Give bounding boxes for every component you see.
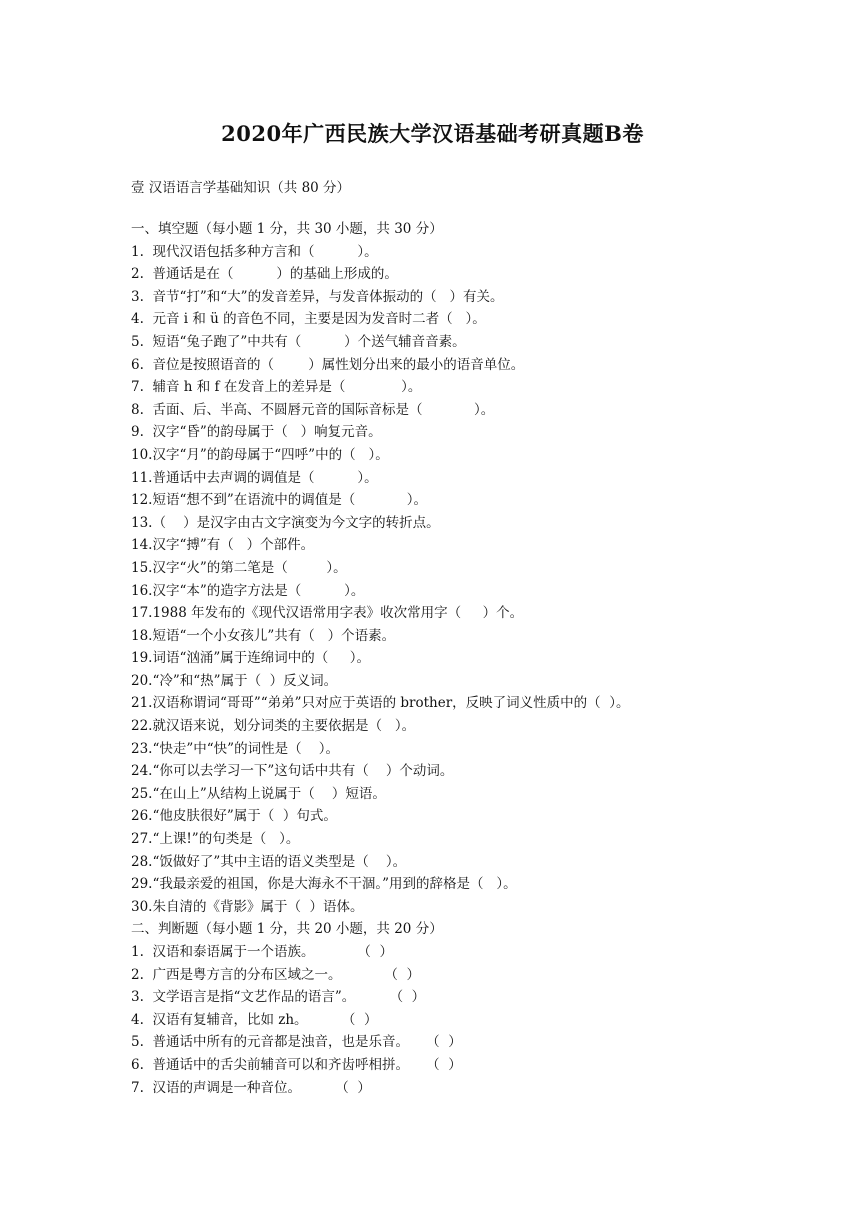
question-line: 8. 舌面、后、半高、不圆唇元音的国际音标是（ ）。 bbox=[131, 401, 495, 418]
question-list bbox=[131, 218, 831, 1099]
question-line: 29.“我最亲爱的祖国，你是大海永不干涸。”用到的辞格是（ ）。 bbox=[131, 876, 517, 893]
question-line: 3. 文学语言是指“文艺作品的语言”。 （ ） bbox=[131, 989, 426, 1006]
question-line: 16.汉字“本”的造字方法是（ ）。 bbox=[131, 582, 365, 599]
question-line: 13.（ ）是汉字由古文字演变为今文字的转折点。 bbox=[131, 514, 440, 531]
question-line: 21.汉语称谓词“哥哥”“弟弟”只对应于英语的 brother，反映了词义性质中的（ ）。 bbox=[131, 695, 630, 712]
question-line: 22.就汉语来说，划分词类的主要依据是（ ）。 bbox=[131, 718, 416, 735]
question-line: 26.“他皮肤很好”属于（ ）句式。 bbox=[131, 808, 337, 825]
document-title: 2020年广西民族大学汉语基础考研真题B卷 bbox=[221, 121, 644, 146]
question-line: 17.1988 年发布的《现代汉语常用字表》收次常用字（ ）个。 bbox=[131, 605, 524, 622]
question-line: 28.“饭做好了”其中主语的语义类型是（ ）。 bbox=[131, 853, 407, 870]
question-line: 3. 音节“打”和“大”的发音差异，与发音体振动的（ ）有关。 bbox=[131, 288, 504, 305]
question-line: 2. 广西是粤方言的分布区域之一。 （ ） bbox=[131, 966, 420, 983]
question-line: 20.“冷”和“热”属于（ ）反义词。 bbox=[131, 672, 338, 689]
question-line: 19.词语“汹涌”属于连绵词中的（ ）。 bbox=[131, 650, 370, 667]
question-line: 27.“上课!”的句类是（ ）。 bbox=[131, 831, 300, 848]
question-line: 5. 普通话中所有的元音都是浊音，也是乐音。 （ ） bbox=[131, 1034, 462, 1051]
question-line: 10.汉字“月”的韵母属于“四呼”中的（ ）。 bbox=[131, 446, 389, 463]
question-line: 9. 汉字“昏”的韵母属于（ ）响复元音。 bbox=[131, 424, 382, 441]
question-line: 11.普通话中去声调的调值是（ ）。 bbox=[131, 469, 378, 486]
true-false-heading: 二、判断题（每小题 1 分，共 20 小题，共 20 分） bbox=[131, 921, 443, 938]
fill-in-heading: 一、填空题（每小题 1 分，共 30 小题，共 30 分） bbox=[131, 221, 443, 237]
section-heading: 壹 汉语语言学基础知识（共 80 分） bbox=[131, 180, 351, 196]
question-line: 1. 现代汉语包括多种方言和（ ）。 bbox=[131, 243, 378, 260]
question-line: 4. 汉语有复辅音，比如 zh。 （ ） bbox=[131, 1011, 378, 1028]
question-line: 12.短语“想不到”在语流中的调值是（ ）。 bbox=[131, 492, 428, 509]
question-line: 5. 短语“兔子跑了”中共有（ ）个送气辅音音素。 bbox=[131, 333, 466, 350]
question-line: 6. 音位是按照语音的（ ）属性划分出来的最小的语音单位。 bbox=[131, 356, 525, 373]
question-line: 4. 元音 i 和 ü 的音色不同，主要是因为发音时二者（ ）。 bbox=[131, 311, 486, 328]
question-line: 14.汉字“搏”有（ ）个部件。 bbox=[131, 537, 315, 554]
question-line: 24.“你可以去学习一下”这句话中共有（ ）个动词。 bbox=[131, 763, 454, 780]
question-line: 7. 辅音 h 和 f 在发音上的差异是（ ）。 bbox=[131, 379, 422, 396]
question-line: 6. 普通话中的舌尖前辅音可以和齐齿呼相拼。 （ ） bbox=[131, 1056, 462, 1073]
question-line: 23.“快走”中“快”的词性是（ ）。 bbox=[131, 740, 339, 757]
question-line: 25.“在山上”从结构上说属于（ ）短语。 bbox=[131, 785, 386, 802]
question-line: 18.短语“一个小女孩儿”共有（ ）个语素。 bbox=[131, 627, 396, 644]
question-line: 7. 汉语的声调是一种音位。 （ ） bbox=[131, 1079, 371, 1096]
question-line: 1. 汉语和泰语属于一个语族。 （ ） bbox=[131, 944, 393, 960]
question-line: 15.汉字“火”的第二笔是（ ）。 bbox=[131, 559, 347, 576]
question-line: 30.朱自清的《背影》属于（ ）语体。 bbox=[131, 898, 364, 915]
question-line: 2. 普通话是在（ ）的基础上形成的。 bbox=[131, 266, 398, 283]
